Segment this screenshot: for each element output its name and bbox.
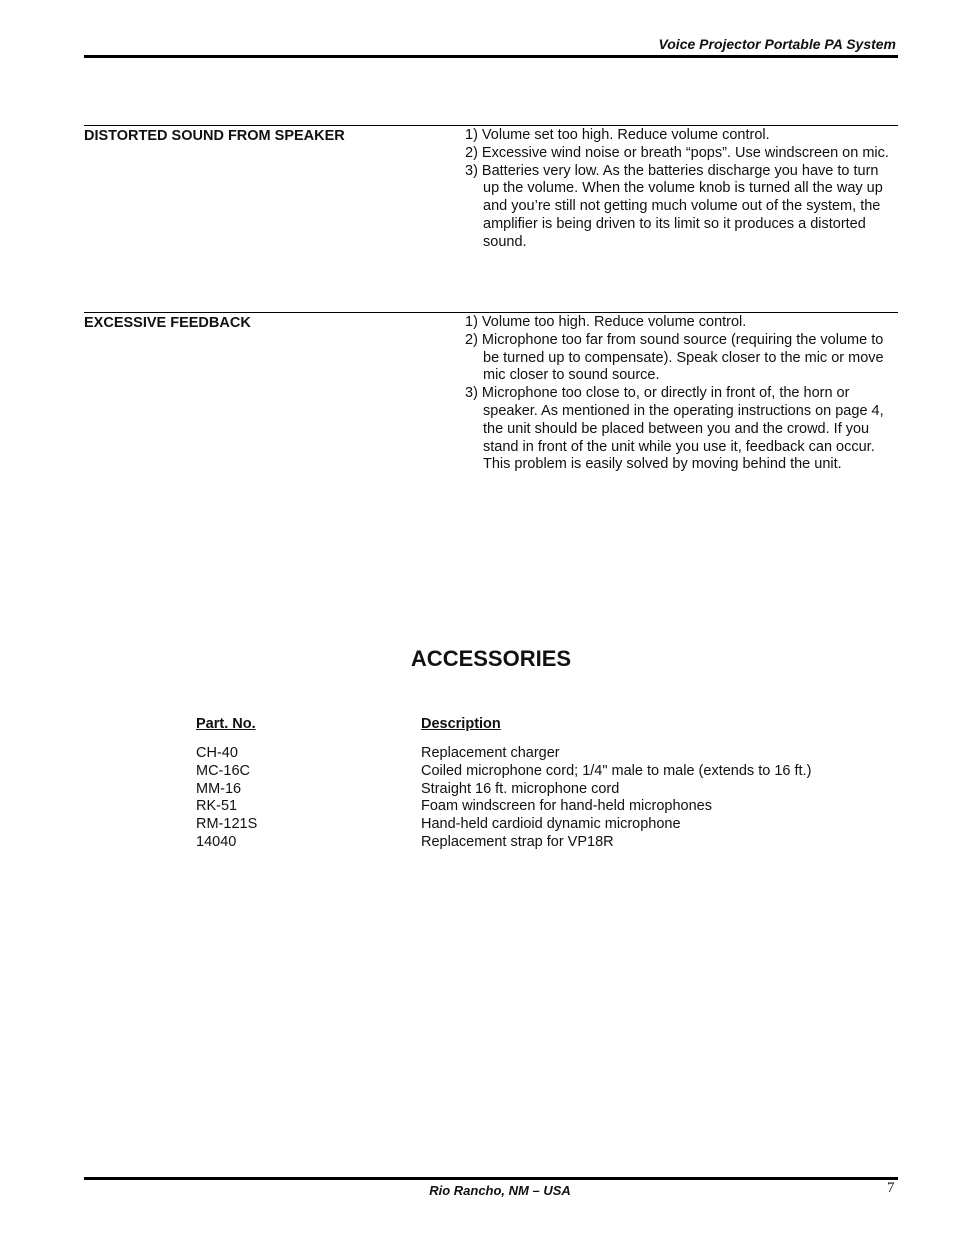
accessory-row — [196, 745, 811, 763]
step-item: 2) Microphone too far from sound source (requiring the volume to be turned up to compensate). Speak closer to the mic or move mic closer to sound source. — [465, 331, 884, 384]
part-number: RK-51 — [196, 798, 238, 815]
section-divider — [84, 125, 898, 126]
part-description: Hand-held cardioid dynamic microphone — [421, 816, 681, 833]
step-item: 2) Excessive wind noise or breath “pops”. Use windscreen on mic. — [465, 144, 889, 161]
step-item: 3) Microphone too close to, or directly in front of, the horn or speaker. As mentioned in the operating instructions on page 4, the unit should be placed between you and the crowd. If you stand in front of the unit while you use it, feedback can occur. This problem is easily solved by moving behind the unit. — [465, 385, 884, 473]
step-item: 1) Volume set too high. Reduce volume control. — [465, 127, 770, 143]
section-label-distorted-sound: DISTORTED SOUND FROM SPEAKER — [84, 128, 345, 144]
header-rule — [84, 55, 898, 58]
accessory-row — [196, 798, 811, 816]
section-steps-distorted-sound — [465, 127, 897, 252]
part-description: Replacement strap for VP18R — [421, 833, 614, 850]
part-number: 14040 — [196, 833, 237, 850]
section-divider — [84, 312, 898, 313]
step-item: 1) Volume too high. Reduce volume control. — [465, 314, 747, 330]
column-header-description: Description — [421, 716, 501, 732]
part-number: MC-16C — [196, 762, 250, 779]
part-description: Foam windscreen for hand-held microphones — [421, 798, 712, 815]
section-steps-excessive-feedback — [465, 314, 897, 474]
footer-location: Rio Rancho, NM – USA — [429, 1183, 571, 1198]
section-label-excessive-feedback: EXCESSIVE FEEDBACK — [84, 315, 251, 331]
column-header-part-no: Part. No. — [196, 716, 256, 732]
accessory-row — [196, 763, 811, 781]
footer-rule — [84, 1177, 898, 1180]
part-number: RM-121S — [196, 816, 258, 833]
part-number: CH-40 — [196, 745, 238, 761]
step-item: 3) Batteries very low. As the batteries discharge you have to turn up the volume. When the volume knob is turned all the way up and you’re still not getting much volume out of the system, the amplifier is being driven to its limit so it produces a distorted sound. — [465, 162, 883, 250]
accessory-row — [196, 834, 811, 852]
page-number: 7 — [887, 1180, 895, 1196]
part-number: MM-16 — [196, 780, 242, 797]
part-description: Replacement charger — [421, 745, 560, 761]
accessory-row — [196, 781, 811, 799]
accessories-title: ACCESSORIES — [410, 646, 572, 671]
accessory-row — [196, 816, 811, 834]
header-title: Voice Projector Portable PA System — [658, 36, 896, 52]
accessories-list — [196, 745, 811, 852]
part-description: Coiled microphone cord; 1/4" male to male (extends to 16 ft.) — [421, 762, 812, 779]
part-description: Straight 16 ft. microphone cord — [421, 780, 620, 797]
